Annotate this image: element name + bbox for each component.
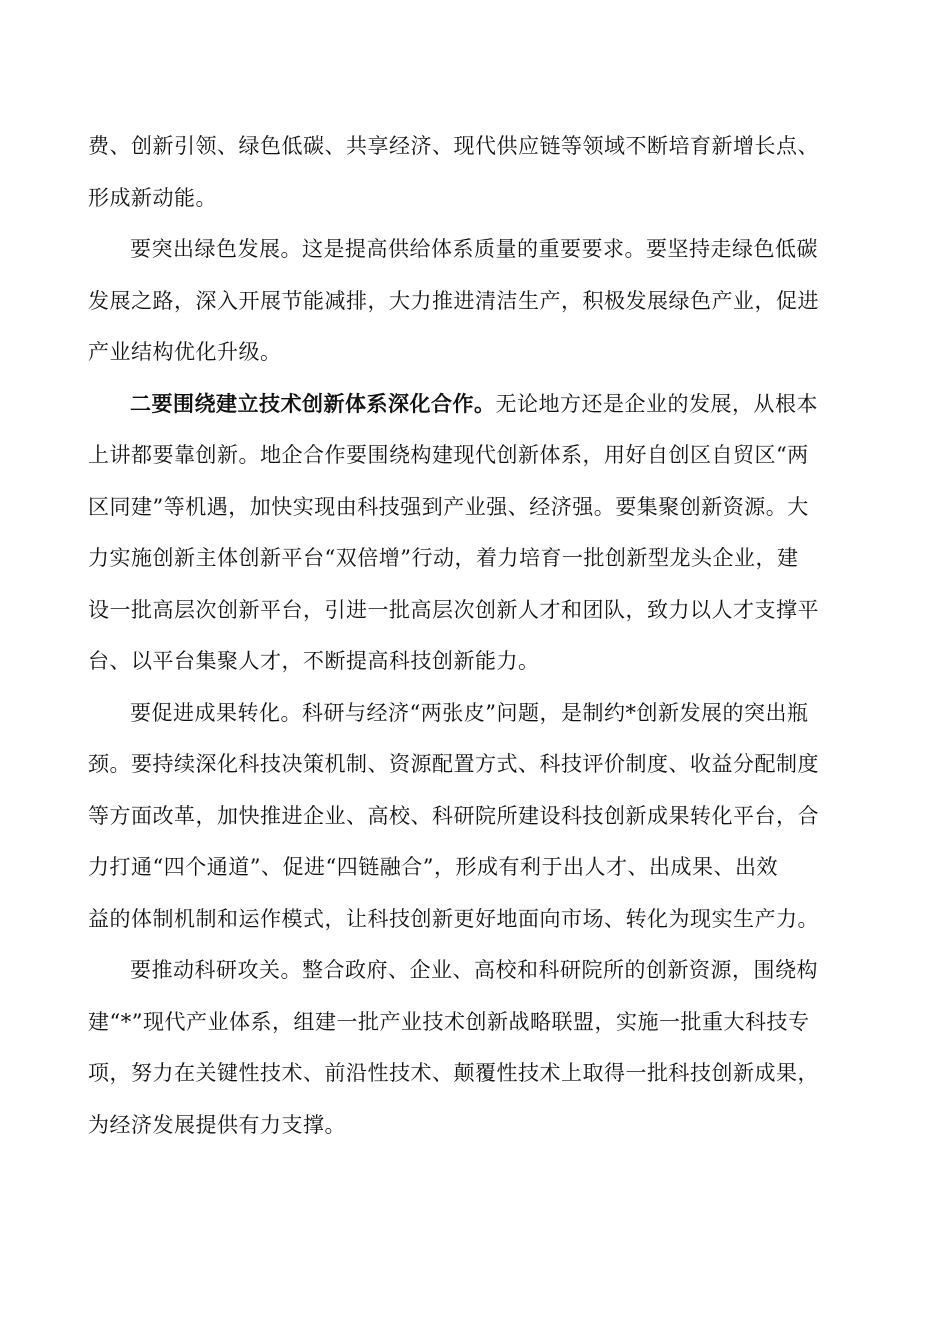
text-line-7: 上讲都要靠创新。地企合作要围绕构建现代创新体系，用好自创区自贸区“两 [88, 443, 809, 467]
text-line-19: 项，努力在关键性技术、前沿性技术、颠覆性技术上取得一批科技创新成果， [88, 1061, 819, 1085]
text-line-6 [88, 386, 863, 438]
text-line-8: 区同建”等机遇，加快实现由科技强到产业强、经济强。要集聚创新资源。大 [88, 494, 809, 519]
text-line-11: 台、以平台集聚人才，不断提高科技创新能力。 [88, 649, 540, 673]
text-line-2: 形成新动能。 [88, 185, 217, 210]
text-line-17: 要推动科研攻关。整合政府、企业、高校和科研院所的创新资源，围绕构 [130, 958, 818, 982]
text-line-20: 为经济发展提供有力支撑。 [88, 1112, 346, 1137]
text-line-3: 要突出绿色发展。这是提高供给体系质量的重要要求。要坚持走绿色低碳 [130, 237, 818, 261]
text-line-16: 益的体制机制和运作模式，让科技创新更好地面向市场、转化为现实生产力。 [88, 906, 819, 931]
document-body [88, 128, 863, 1158]
text-line-9: 力实施创新主体创新平台“双倍增”行动，着力培育一批创新型龙头企业，建 [88, 546, 799, 570]
text-line-15: 力打通“四个通道”、促进“四链融合”，形成有利于出人才、出成果、出效 [88, 855, 778, 879]
text-line-13: 颈。要持续深化科技决策机制、资源配置方式、科技评价制度、收益分配制度 [88, 752, 819, 776]
section-heading: 二要围绕建立技术创新体系深化合作。 [130, 390, 496, 416]
text-line-1: 费、创新引领、绿色低碳、共享经济、现代供应链等领域不断培育新增长点、 [88, 134, 819, 158]
text-line-4: 发展之路，深入开展节能减排，大力推进清洁生产，积极发展绿色产业，促进 [88, 288, 819, 313]
text-line-14: 等方面改革，加快推进企业、高校、科研院所建设科技创新成果转化平台，合 [88, 803, 819, 828]
text-line-10: 设一批高层次创新平台，引进一批高层次创新人才和团队，致力以人才支撑平 [88, 597, 819, 622]
text-line-6-rest: 无论地方还是企业的发展，从根本 [495, 391, 818, 416]
text-line-12: 要促进成果转化。科研与经济“两张皮”问题，是制约*创新发展的突出瓶 [130, 700, 809, 725]
text-line-18: 建“*”现代产业体系，组建一批产业技术创新战略联盟，实施一批重大科技专 [88, 1009, 810, 1034]
text-line-5: 产业结构优化升级。 [88, 340, 282, 364]
